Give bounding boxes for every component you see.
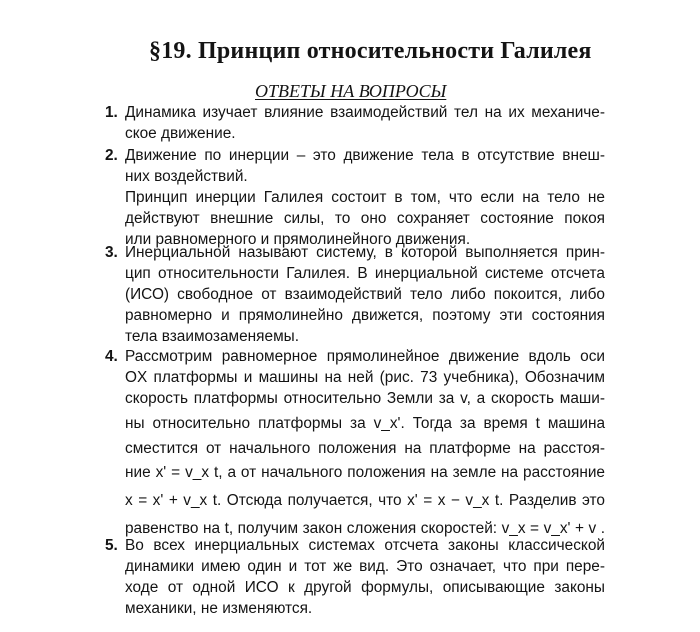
page-title: §19. Принцип относительности Галилея: [149, 38, 592, 64]
answer-line: Рассмотрим равномерное прямолинейное движение вдоль оси: [125, 348, 605, 365]
answer-line: OX платформы и машины на ней (рис. 73 учебника), Обозначим: [125, 369, 605, 386]
answer-line: Принцип инерции Галилея состоит в том, что если на тело не: [125, 189, 605, 206]
answer-item-5: [105, 535, 605, 619]
answer-line: Динамика изучает влияние взаимодействий тел на их механиче-: [125, 104, 605, 121]
answer-line: Движение по инерции – это движение тела в отсутствие внеш-: [125, 147, 605, 164]
answer-number: 3.: [105, 244, 118, 261]
answer-number: 2.: [105, 147, 118, 164]
answer-line: динамики имею один и тот же вид. Это означает, что при пере-: [125, 558, 605, 575]
answer-line: ние x' = v_x t, а от начального положения на земле на расстояние: [125, 464, 605, 481]
answer-line: ское движение.: [125, 125, 236, 142]
answer-line: тела взаимозаменяемы.: [125, 328, 299, 345]
answer-line: скорость платформы относительно Земли за v, а скорость маши-: [125, 390, 605, 407]
answer-number: 1.: [105, 104, 118, 121]
answer-line: сместится от начального положения на платформе на расстоя-: [125, 440, 605, 457]
answer-line: цип относительности Галилея. В инерциальной системе отсчета: [125, 265, 605, 282]
answer-item-2: [105, 145, 605, 250]
answer-item-1: [105, 102, 605, 144]
answer-line: или равномерного и прямолинейного движения.: [125, 231, 471, 248]
answer-line: действуют внешние силы, то оно сохраняет состояние покоя: [125, 210, 605, 227]
answer-line: Инерциальной называют систему, в которой выполняется прин-: [125, 244, 605, 261]
answer-line: x = x' + v_x t. Отсюда получается, что x' = x − v_x t. Разделив это: [125, 492, 605, 509]
answer-line: ходе от одной ИСО к другой формулы, описывающие законы: [125, 579, 605, 596]
answer-line: (ИСО) свободное от взаимодействий тело либо покоится, либо: [125, 286, 605, 303]
answer-line: равенство на t, получим закон сложения скоростей: v_x = v_x' + v .: [125, 520, 605, 537]
answer-number: 4.: [105, 348, 118, 365]
answer-number: 5.: [105, 537, 118, 554]
answer-line: Во всех инерциальных системах отсчета законы классической: [125, 537, 605, 554]
answer-line: равномерно и прямолинейно движется, поэтому эти состояния: [125, 307, 605, 324]
section-subtitle: ОТВЕТЫ НА ВОПРОСЫ: [255, 81, 447, 101]
answer-line: механики, не изменяются.: [125, 600, 313, 617]
answer-line: ны относительно платформы за v_x'. Тогда за время t машина: [125, 415, 605, 432]
answer-line: них воздействий.: [125, 168, 248, 185]
answer-item-3: [105, 242, 605, 347]
answer-item-4: [105, 346, 605, 539]
